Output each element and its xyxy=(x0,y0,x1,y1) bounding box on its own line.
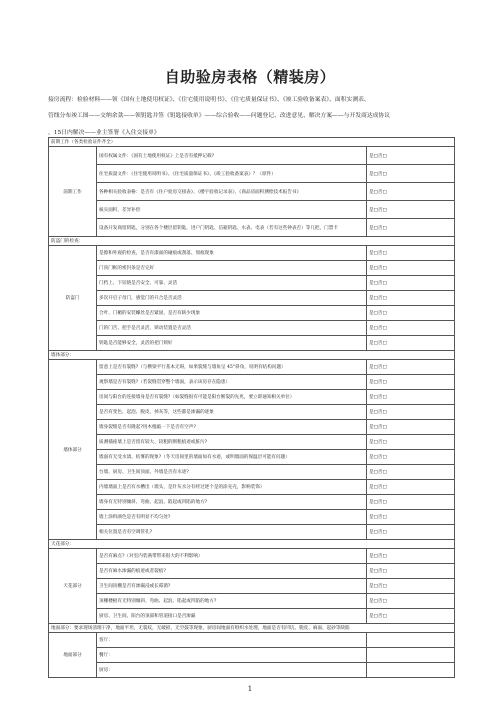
door-item: 钥匙是否能够安全，灵活的把门锁好 xyxy=(97,336,367,351)
yes-no-check[interactable]: 是□否□ xyxy=(367,525,455,540)
door-item: 门顶门框的密封条是否完好 xyxy=(97,261,367,276)
group-label-early: 前期工作 xyxy=(49,147,97,237)
door-item: 合叶、门楣的安装螺丝是否紧固，是否有缺少现象 xyxy=(97,306,367,321)
document-title: 自助验房表格（精装房） xyxy=(164,68,336,86)
wall-item: 墙身有无特别倾斜、弯曲、起浪、陷起或凹陷的地方? xyxy=(97,495,367,510)
section-early-work: 前期工作（各类检验证件齐全） xyxy=(49,138,455,147)
wall-item: 是否有变色、起泡、脱皮、掉灰等，这些都是渗漏的迹象 xyxy=(97,405,367,420)
ceiling-item: 是否有麻水渗漏的痕迹或者裂痕? xyxy=(97,564,367,579)
yes-no-check[interactable] xyxy=(367,633,455,648)
yes-no-check[interactable]: 是□否□ xyxy=(367,261,455,276)
yes-no-check[interactable] xyxy=(367,648,455,663)
ceiling-item: 是否有麻点?（对室内装满带带来很大的不利影响） xyxy=(97,549,367,564)
door-item: 多次开启子母门，感觉门的开合是否灵活 xyxy=(97,291,367,306)
yes-no-check[interactable]: 是□否□ xyxy=(367,609,455,624)
yes-no-check[interactable]: 是□否□ xyxy=(367,360,455,375)
group-label-floor: 地面部分 xyxy=(49,633,97,678)
yes-no-check[interactable]: 是□否□ xyxy=(367,183,455,201)
wall-item: 观察墙是否有裂缝?（若裂缝贯穿整个墙面，表示该房存在隐患） xyxy=(97,375,367,390)
yes-no-check[interactable]: 是□否□ xyxy=(367,246,455,261)
wall-item: 墙上涂料颜色是否有明显不均匀处? xyxy=(97,510,367,525)
yes-no-check[interactable]: 是□否□ xyxy=(367,495,455,510)
yes-no-check[interactable]: 是□否□ xyxy=(367,594,455,609)
yes-no-check[interactable]: 是□否□ xyxy=(367,465,455,480)
door-item: 门的门舌、把手是否灵活，锁动装置是否灵活 xyxy=(97,321,367,336)
wall-item: 相关位置是否有空调管孔? xyxy=(97,525,367,540)
wall-item: 质测插座墙上是否留有较大、较粗的断粗痕迹或脏污? xyxy=(97,435,367,450)
yes-no-check[interactable]: 是□否□ xyxy=(367,480,455,495)
early-item: 核实面积，差异补偿 xyxy=(97,201,367,219)
wall-item: 台墙、厨房、卫生间顶面、外墙是否有水迹? xyxy=(97,465,367,480)
yes-no-check[interactable]: 是□否□ xyxy=(367,450,455,465)
yes-no-check[interactable]: 是□否□ xyxy=(367,291,455,306)
yes-no-check[interactable]: 是□否□ xyxy=(367,375,455,390)
section-floor-note: 地面部分：要求现场清理干净，地面平坦，无裂纹，无破损，无空鼓等现象，厨房间地面有组织水处理，地面是否有凹坑、脱皮、麻面、起砂等缺陷 xyxy=(49,624,455,633)
section-wall: 墙体部分： xyxy=(49,351,455,360)
early-item: 住宅质量文件：《住宅使用说明书》、《住宅质量保证书》、《竣工验收备案表》？（原件） xyxy=(97,165,367,183)
group-label-door: 防盗门 xyxy=(49,246,97,351)
door-item: 是擦和外观的检查，是否有漆面的碰痕或刮落、划痕现象 xyxy=(97,246,367,261)
yes-no-check[interactable]: 是□否□ xyxy=(367,549,455,564)
ceiling-item: 厨房、卫生间、阳台的顶部和管道接口是否渗漏 xyxy=(97,609,367,624)
wall-item: 房间与阳台的连接墙身是否有裂缝?（如裂缝很有可能是阳台断裂的先兆，要立即通知相关单位） xyxy=(97,390,367,405)
group-label-ceiling: 天花部分 xyxy=(49,549,97,624)
yes-no-check[interactable]: 是□否□ xyxy=(367,147,455,165)
wall-item: 留意上是否有裂缝?（与横梁平行基本无碍，如果裂缝与墙角呈 45°斜角，说明有结构问题） xyxy=(97,360,367,375)
early-item: 国有权属文件：《国有土地使用权证》上是否有抵押记载? xyxy=(97,147,367,165)
wall-item: 内墙墙面上是否有水槽出（墙头，是针灰水分有经过逐个是的涂壳壳，影响装饰） xyxy=(97,480,367,495)
yes-no-check[interactable]: 是□否□ xyxy=(367,276,455,291)
yes-no-check[interactable]: 是□否□ xyxy=(367,579,455,594)
yes-no-check[interactable]: 是□否□ xyxy=(367,336,455,351)
floor-room: 厨房： xyxy=(97,663,367,678)
door-item: 门档上、下铰链是否安全、可靠、灵活 xyxy=(97,276,367,291)
yes-no-check[interactable]: 是□否□ xyxy=(367,405,455,420)
yes-no-check[interactable]: 是□否□ xyxy=(367,321,455,336)
inspection-table xyxy=(48,137,455,678)
early-item: 各种相关验收表格：是否有《住户验房交接表》、《楼宇验收记录表》、《商品房面积测绘技术报告书》 xyxy=(97,183,367,201)
section-ceiling: 天花部分： xyxy=(49,540,455,549)
yes-no-check[interactable]: 是□否□ xyxy=(367,420,455,435)
yes-no-check[interactable]: 是□否□ xyxy=(367,510,455,525)
yes-no-check[interactable]: 是□否□ xyxy=(367,219,455,237)
section-door-window: 防盗门的检查： xyxy=(49,237,455,246)
wall-item: 墙面有无受水渍、结雾的现象?（冬天房间里的墙面如有水迹，或明墙面的保温层可能有问题） xyxy=(97,450,367,465)
intro-line-2: 管线分布竣工图——交纳余款——领钥匙并签《钥匙接收单》——综合验收——问题登记、改进意见、解决方案——与开发商达成协议 xyxy=(48,113,391,119)
intro-line-3: ，15日内解决——业主签署《入住交接单》 xyxy=(48,130,160,136)
page-number: 1 xyxy=(247,685,253,693)
yes-no-check[interactable]: 是□否□ xyxy=(367,564,455,579)
wall-item: 墙身裂缝是否有隆起?用木棍敲一下是否有空声? xyxy=(97,420,367,435)
yes-no-check[interactable]: 是□否□ xyxy=(367,201,455,219)
intro-line-1: 接房流程：检验材料——领《国有土地使用权证》、《住宅使用说明书》、《住宅质量保证书》、《竣工验收备案表》、面积实测表、 xyxy=(48,97,370,103)
floor-room: 客厅： xyxy=(97,633,367,648)
early-item: 设备开发商留钥匙，分别在各个楼层留钥匙，进户门钥匙、信箱钥匙、水表、电表（若有这些钟表否）等几把，门禁卡 xyxy=(97,219,367,237)
yes-no-check[interactable]: 是□否□ xyxy=(367,306,455,321)
yes-no-check[interactable] xyxy=(367,663,455,678)
ceiling-item: 卫生间顶棚是否有渗漏浸或长霉菌? xyxy=(97,579,367,594)
yes-no-check[interactable]: 是□否□ xyxy=(367,165,455,183)
group-label-wall: 墙体部分 xyxy=(49,360,97,540)
ceiling-item: 顶棚楼板有无特别倾斜、弯曲、起浪、陷起或凹陷的地方? xyxy=(97,594,367,609)
floor-room: 餐厅： xyxy=(97,648,367,663)
yes-no-check[interactable]: 是□否□ xyxy=(367,390,455,405)
yes-no-check[interactable]: 是□否□ xyxy=(367,435,455,450)
